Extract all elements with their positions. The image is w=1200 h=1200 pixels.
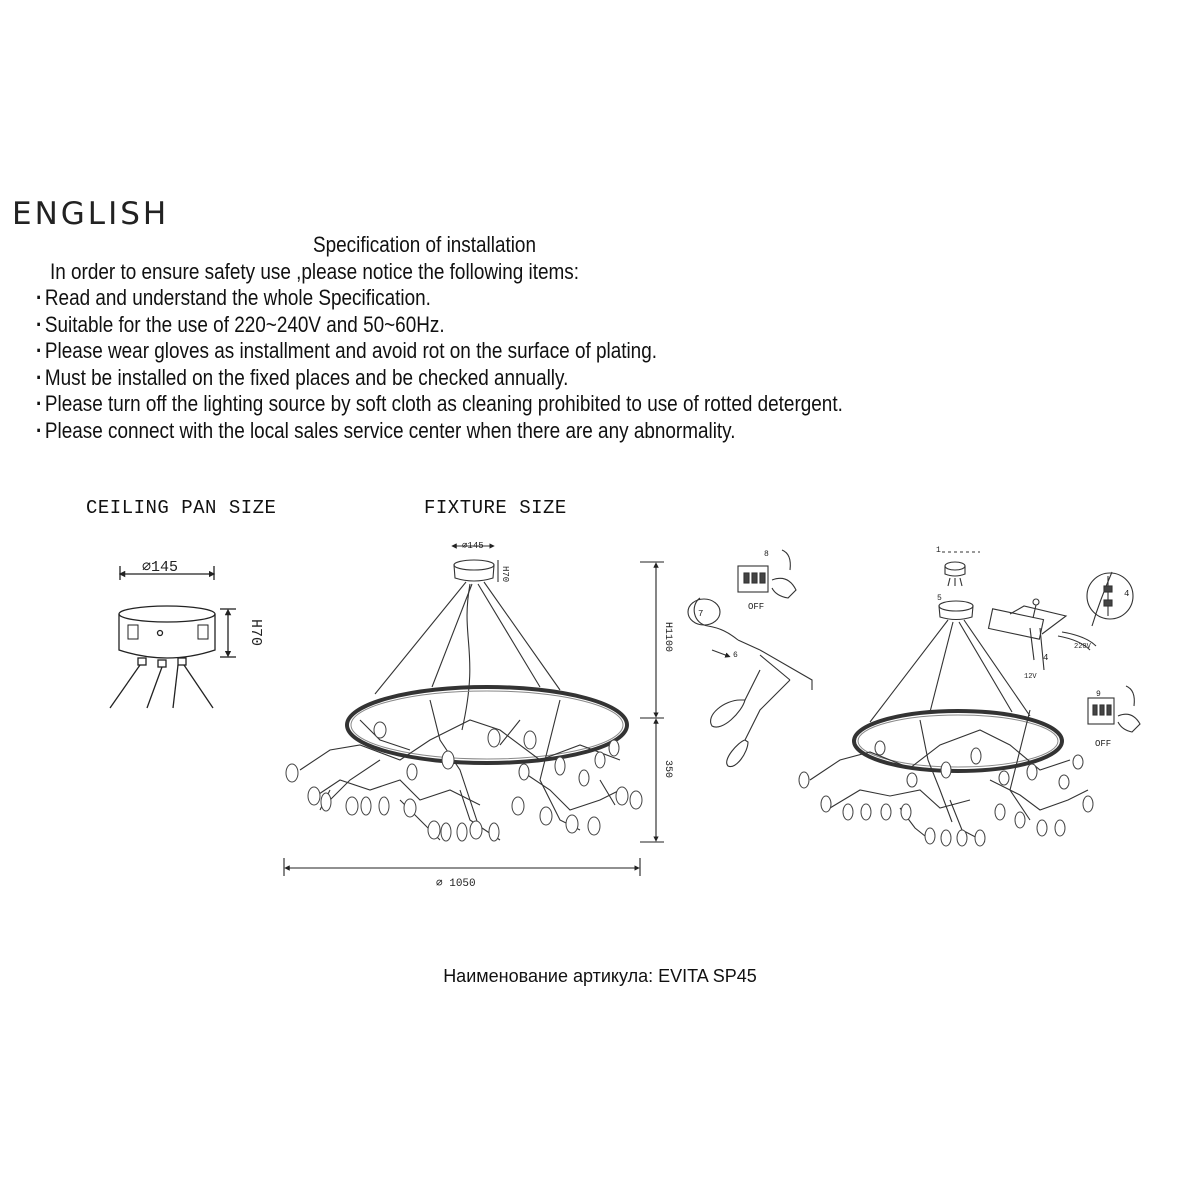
- ceiling-pan-drawing: [110, 566, 236, 708]
- list-item: · Read and understand the whole Specification.: [36, 285, 843, 312]
- fixture-drop-label: 350: [662, 760, 673, 779]
- step-9-label: 9: [1096, 690, 1101, 699]
- low-voltage-label: 12V: [1024, 673, 1037, 681]
- article-name: Наименование артикула: EVITA SP45: [443, 966, 757, 986]
- list-item: · Suitable for the use of 220~240V and 50~60Hz.: [36, 312, 843, 339]
- fixture-diameter-label: ⌀ 1050: [436, 878, 476, 890]
- specification-title: Specification of installation: [313, 232, 536, 257]
- language-heading: ENGLISH: [12, 196, 170, 232]
- step-4a-label: 4: [1124, 589, 1130, 599]
- fixture-heading: FIXTURE SIZE: [424, 497, 567, 519]
- off-label-1: OFF: [748, 602, 765, 612]
- off-label-2: OFF: [1095, 739, 1112, 749]
- list-item: · Must be installed on the fixed places and be checked annually.: [36, 365, 843, 392]
- step-1-label: 1: [936, 546, 941, 555]
- step-7-label: 7: [698, 609, 704, 619]
- fixture-pan-height-label: H70: [500, 566, 510, 583]
- step-4b-label: 4: [1043, 653, 1049, 663]
- list-item: · Please wear gloves as installment and avoid rot on the surface of plating.: [36, 338, 843, 365]
- voltage-label: 220V: [1074, 643, 1091, 651]
- step-8-label: 8: [764, 550, 769, 559]
- pan-height-label: H70: [247, 619, 264, 647]
- ceiling-pan-heading: CEILING PAN SIZE: [86, 497, 277, 519]
- list-item: · Please turn off the lighting source by soft cloth as cleaning prohibited to use of rotted detergent.: [36, 391, 843, 418]
- intro-text: In order to ensure safety use ,please notice the following items:: [50, 259, 580, 284]
- step-6-label: 6: [733, 651, 738, 660]
- step-5-label: 5: [937, 594, 942, 603]
- pan-diameter-label: ⌀145: [142, 559, 179, 576]
- list-item: · Please connect with the local sales service center when there are any abnormality.: [36, 418, 843, 445]
- fixture-pan-diameter-label: ⌀145: [462, 541, 484, 551]
- fixture-height-label: H1100: [662, 622, 673, 653]
- install-bulb-drawing: [688, 550, 812, 767]
- fixture-drawing: [300, 546, 627, 840]
